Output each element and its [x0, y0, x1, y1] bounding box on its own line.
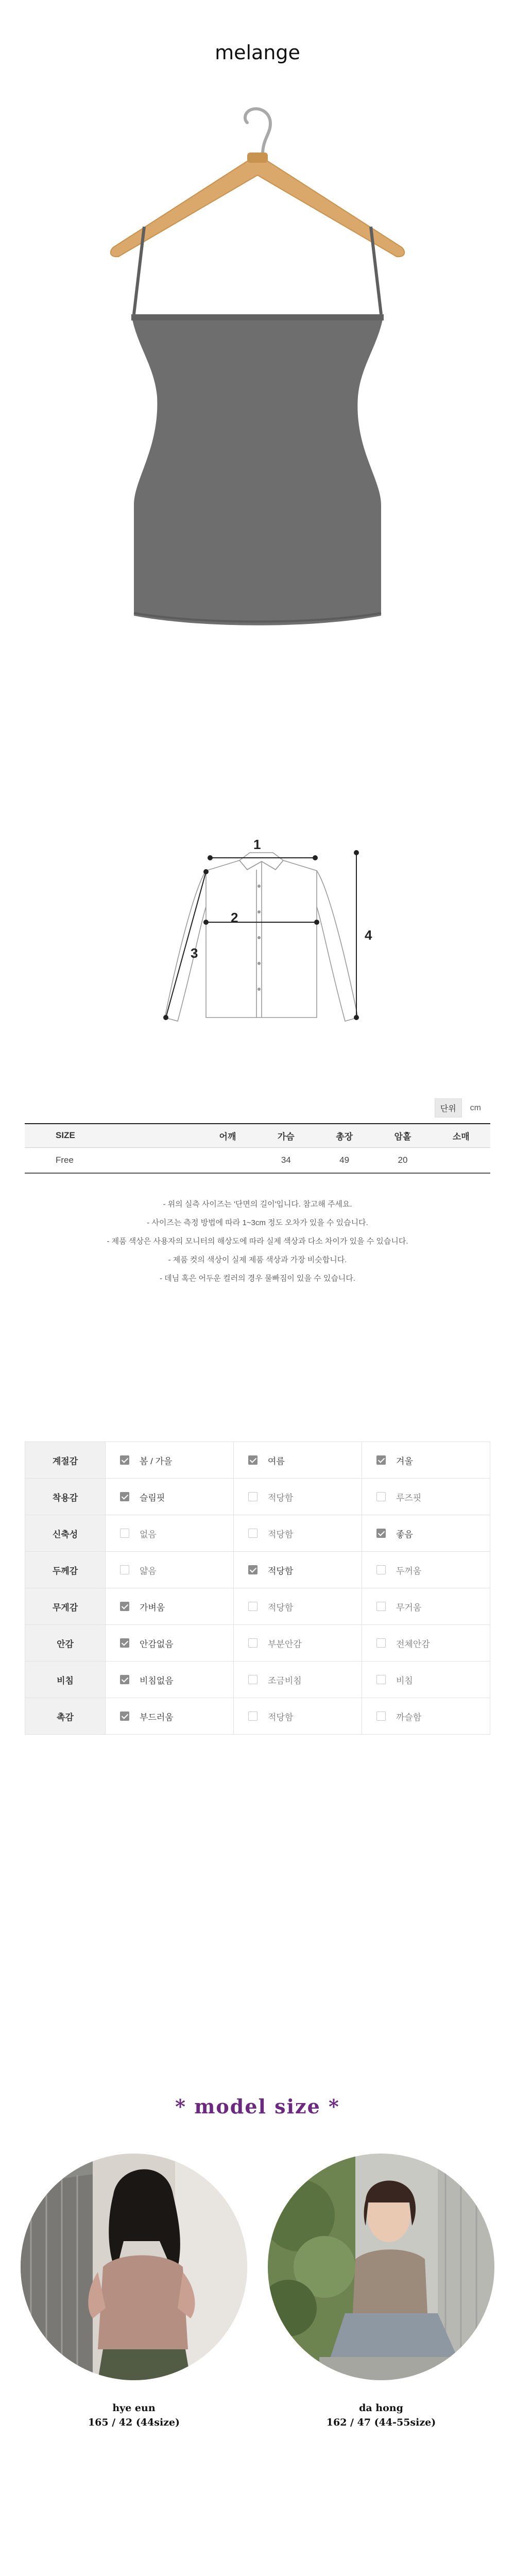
checked-box-icon: [376, 1455, 386, 1465]
shirt-outline-icon: [154, 840, 371, 1046]
empty-box-icon: [376, 1638, 386, 1648]
size-header-shoulder: 어깨: [198, 1124, 256, 1147]
size-header-length: 총장: [315, 1124, 373, 1147]
fabric-info-option-label: 여름: [268, 1456, 285, 1466]
fabric-info-row: [25, 1515, 490, 1552]
fabric-info-row: [25, 1479, 490, 1515]
fabric-info-option-label: 적당함: [268, 1529, 294, 1539]
fabric-info-label: 비침: [25, 1662, 106, 1698]
unit-button[interactable]: 단위: [435, 1098, 462, 1117]
fabric-info-option-label: 겨울: [396, 1456, 413, 1466]
fabric-info-option-label: 얇음: [140, 1566, 157, 1576]
product-section: [0, 0, 515, 634]
empty-box-icon: [376, 1675, 386, 1684]
empty-box-icon: [248, 1529, 258, 1538]
fabric-info-option: [234, 1442, 362, 1479]
fabric-info-option-label: 적당함: [268, 1602, 294, 1613]
empty-box-icon: [248, 1711, 258, 1721]
fabric-info-option-label: 없음: [140, 1529, 157, 1539]
fabric-info-option-label: 전체안감: [396, 1639, 430, 1649]
unit-value: cm: [470, 1103, 481, 1112]
fabric-info-option: [362, 1552, 490, 1588]
fabric-info-option-label: 루즈핏: [396, 1493, 422, 1503]
model-caption-1: [21, 2401, 247, 2430]
measure-label-4: 4: [365, 927, 372, 943]
checked-box-icon: [120, 1455, 129, 1465]
fabric-info-option-label: 적당함: [268, 1493, 294, 1503]
fabric-info-option-label: 조금비침: [268, 1675, 302, 1686]
fabric-info-label: 착용감: [25, 1479, 106, 1515]
checked-box-icon: [248, 1455, 258, 1465]
empty-box-icon: [248, 1602, 258, 1611]
size-header-size: SIZE: [25, 1124, 198, 1147]
fabric-info-option-label: 슬림핏: [140, 1493, 165, 1503]
measure-label-2: 2: [231, 910, 238, 925]
fabric-info-row: [25, 1625, 490, 1662]
fabric-info-label: 신축성: [25, 1515, 106, 1552]
note-line: - 제품 컷의 색상이 실제 제품 색상과 가장 비슷합니다.: [168, 1256, 347, 1264]
fabric-info-option: [106, 1479, 234, 1515]
note-line: - 데님 혹은 어두운 컬러의 경우 물빠짐이 있을 수 있습니다.: [160, 1274, 355, 1283]
size-header-chest: 가슴: [257, 1124, 315, 1147]
fabric-info-option: [106, 1442, 234, 1479]
size-cell: [432, 1147, 490, 1173]
fabric-info-row: [25, 1698, 490, 1735]
model-photo-2: [268, 2154, 494, 2380]
checked-box-icon: [120, 1602, 129, 1611]
fabric-info-option: [234, 1552, 362, 1588]
fabric-info-label: 안감: [25, 1625, 106, 1662]
fabric-info-option: [234, 1588, 362, 1625]
fabric-info-option-label: 무거움: [396, 1602, 422, 1613]
size-cell: Free: [25, 1147, 198, 1173]
empty-box-icon: [248, 1492, 258, 1501]
fabric-info-option-label: 부드러움: [140, 1712, 174, 1722]
table-row: [25, 1147, 490, 1173]
fabric-info-option-label: 두꺼움: [396, 1566, 422, 1576]
checked-box-icon: [376, 1529, 386, 1538]
fabric-info-option-label: 안감없음: [140, 1639, 174, 1649]
fabric-info-label: 두께감: [25, 1552, 106, 1588]
measurement-diagram: [154, 837, 372, 1046]
empty-box-icon: [376, 1492, 386, 1501]
fabric-info-option: [362, 1515, 490, 1552]
fabric-info-row: [25, 1662, 490, 1698]
model-name: hye eun: [112, 2402, 156, 2414]
fabric-info-option: [362, 1442, 490, 1479]
fabric-info-option-label: 비침: [396, 1675, 413, 1686]
note-line: - 사이즈는 측정 방법에 따라 1~3cm 정도 오차가 있을 수 있습니다.: [147, 1218, 368, 1227]
size-table: [25, 1123, 490, 1174]
empty-box-icon: [248, 1638, 258, 1648]
model-photo-1-image: [21, 2154, 247, 2380]
note-line: - 위의 실측 사이즈는 '단면의 길이'입니다. 참고해 주세요.: [163, 1200, 352, 1209]
fabric-info-option-label: 적당함: [268, 1566, 294, 1576]
fabric-info-option-label: 까슬함: [396, 1712, 422, 1722]
empty-box-icon: [120, 1565, 129, 1574]
empty-box-icon: [376, 1565, 386, 1574]
fabric-info-option: [362, 1588, 490, 1625]
unit-selector: [435, 1098, 484, 1117]
checked-box-icon: [120, 1638, 129, 1648]
fabric-info-row: [25, 1588, 490, 1625]
empty-box-icon: [120, 1529, 129, 1538]
fabric-info-option: [234, 1515, 362, 1552]
fabric-info-table: [25, 1442, 490, 1735]
fabric-info-option: [106, 1698, 234, 1735]
fabric-info-option-label: 부분안감: [268, 1639, 302, 1649]
size-header-armhole: 암홀: [373, 1124, 432, 1147]
fabric-info-option: [234, 1698, 362, 1735]
product-image: [93, 77, 422, 634]
empty-box-icon: [376, 1602, 386, 1611]
checked-box-icon: [120, 1711, 129, 1721]
fabric-info-option: [362, 1479, 490, 1515]
note-line: - 제품 색상은 사용자의 모니터의 해상도에 따라 실제 색상과 다소 차이가 있을 수 있습니다.: [107, 1237, 408, 1246]
size-table-header: [25, 1124, 490, 1147]
camisole-illustration: [93, 77, 422, 634]
size-cell: 34: [257, 1147, 315, 1173]
model-photo-1: [21, 2154, 247, 2380]
checked-box-icon: [120, 1492, 129, 1501]
fabric-info-row: [25, 1552, 490, 1588]
fabric-info-option: [234, 1479, 362, 1515]
fabric-info-option-label: 적당함: [268, 1712, 294, 1722]
model-photo-2-image: [268, 2154, 494, 2380]
fabric-info-option: [106, 1662, 234, 1698]
model-size: 165 / 42 (44size): [88, 2417, 180, 2428]
size-cell: [198, 1147, 256, 1173]
size-notes: [0, 1195, 515, 1288]
empty-box-icon: [248, 1675, 258, 1684]
checked-box-icon: [120, 1675, 129, 1684]
size-header-sleeve: 소매: [432, 1124, 490, 1147]
fabric-info-label: 무게감: [25, 1588, 106, 1625]
fabric-info-option: [106, 1625, 234, 1662]
fabric-info-option: [106, 1515, 234, 1552]
fabric-info-row: [25, 1442, 490, 1479]
color-name: melange: [215, 41, 300, 64]
fabric-info-option: [234, 1625, 362, 1662]
size-cell: 20: [373, 1147, 432, 1173]
fabric-info-label: 촉감: [25, 1698, 106, 1735]
model-size: 162 / 47 (44-55size): [326, 2417, 436, 2428]
fabric-info-label: 계절감: [25, 1442, 106, 1479]
measure-label-1: 1: [253, 837, 261, 852]
model-caption-2: [268, 2401, 494, 2430]
fabric-info-option: [106, 1552, 234, 1588]
empty-box-icon: [376, 1711, 386, 1721]
fabric-info-option-label: 봄 / 가을: [140, 1456, 173, 1466]
fabric-info-option: [362, 1662, 490, 1698]
fabric-info-option-label: 비침없음: [140, 1675, 174, 1686]
size-cell: 49: [315, 1147, 373, 1173]
checked-box-icon: [248, 1565, 258, 1574]
model-size-title: * model size *: [175, 2095, 340, 2118]
model-name: da hong: [359, 2402, 403, 2414]
fabric-info-option: [362, 1625, 490, 1662]
fabric-info-option-label: 좋음: [396, 1529, 413, 1539]
measure-label-3: 3: [191, 945, 198, 961]
fabric-info-option: [106, 1588, 234, 1625]
fabric-info-option: [362, 1698, 490, 1735]
fabric-info-option-label: 가벼움: [140, 1602, 165, 1613]
fabric-info-option: [234, 1662, 362, 1698]
